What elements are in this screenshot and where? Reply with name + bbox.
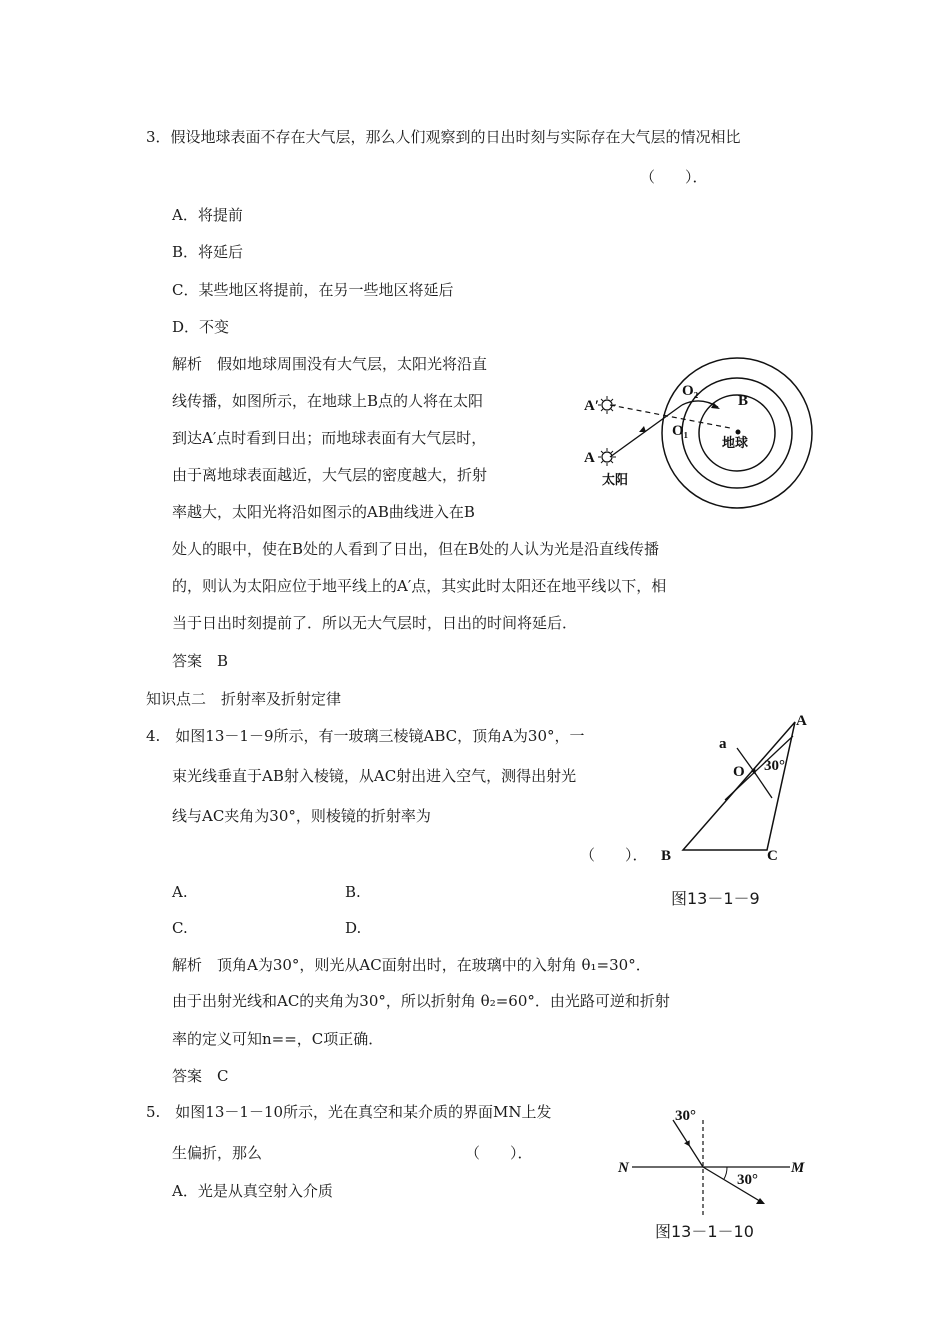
q4-stem-line: 束光线垂直于AB射入棱镜，从AC射出进入空气，测得出射光 [172, 767, 577, 785]
label-sun: 太阳 [602, 473, 629, 488]
q3-analysis-line: 到达A′点时看到日出；而地球表面有大气层时， [172, 429, 487, 447]
apparent-ray-dashed [610, 405, 730, 428]
q3-analysis-line: 的，则认为太阳应位于地平线上的A′点，其实此时太阳还在地平线以下，相 [172, 577, 667, 595]
ray-arrow-head [684, 1139, 691, 1146]
q3-analysis-line: 线传播，如图所示，在地球上B点的人将在太阳 [172, 392, 484, 410]
label-a-prime: A′ [584, 398, 600, 414]
q3-analysis-line: 当于日出时刻提前了．所以无大气层时，日出的时间将延后． [172, 614, 578, 632]
label-b-vertex: B [661, 848, 672, 864]
sun-icon [598, 448, 616, 466]
q3-option-c: C．某些地区将提前，在另一些地区将延后 [172, 281, 454, 299]
figure-caption: 图13－1－9 [671, 889, 760, 908]
q4-analysis-line: 由于出射光线和AC的夹角为30°，所以折射角 θ₂=60°．由光路可逆和折射 [172, 992, 670, 1010]
q3-analysis-line: 处人的眼中，使在B处的人看到了日出，但在B处的人认为光是沿直线传播 [172, 540, 660, 558]
q4-analysis-line: 解析 顶角A为30°，则光从AC面射出时，在玻璃中的入射角 θ₁=30°． [172, 956, 651, 974]
prism-figure [655, 710, 825, 870]
q4-answer-paren: （ ）． [580, 846, 648, 864]
q4-analysis-line: 率的定义可知n==，C项正确． [172, 1030, 384, 1048]
angle-arc [724, 1167, 727, 1179]
atmosphere-refraction-figure [580, 350, 820, 525]
label-m: M [791, 1160, 805, 1176]
q4-option-b: B. [345, 883, 361, 901]
label-n: N [618, 1160, 629, 1176]
q3-analysis-line: 解析 假如地球周围没有大气层，太阳光将沿直 [172, 355, 488, 373]
figure-caption: 图13－1－10 [655, 1222, 754, 1241]
q3-option-a: A．将提前 [172, 206, 243, 224]
label-o1: O₁ [672, 423, 689, 439]
q4-stem-line: 线与AC夹角为30°，则棱镜的折射率为 [172, 807, 431, 825]
q4-option-d: D. [345, 919, 362, 937]
q4-stem-line: 4. 如图13－1－9所示，有一玻璃三棱镜ABC，顶角A为30°，一 [146, 727, 585, 745]
q3-stem: 3．假设地球表面不存在大气层，那么人们观察到的日出时刻与实际存在大气层的情况相比 [146, 128, 741, 146]
label-angle-30: 30° [764, 758, 785, 774]
label-b: B [738, 393, 749, 409]
label-a-vertex: A [796, 713, 807, 729]
q4-answer: 答案 C [172, 1067, 229, 1085]
sun-image-icon [598, 396, 616, 414]
label-c-vertex: C [767, 848, 778, 864]
ray-arrow-head [639, 426, 646, 432]
q5-option-a: A．光是从真空射入介质 [172, 1182, 333, 1200]
label-earth: 地球 [722, 436, 749, 451]
q4-option-a: A. [172, 883, 188, 901]
label-o2: O₂ [682, 383, 699, 399]
q3-answer-paren: （ ）． [640, 168, 708, 186]
q3-option-b: B．将延后 [172, 243, 244, 261]
interface-refraction-figure [615, 1100, 815, 1220]
label-ray-a: a [719, 736, 727, 752]
label-angle-top: 30° [675, 1108, 696, 1124]
label-angle-bottom: 30° [737, 1172, 758, 1188]
section-title: 知识点二 折射率及折射定律 [146, 690, 342, 708]
q5-stem-line: 生偏折，那么 [172, 1144, 263, 1162]
q4-option-c: C. [172, 919, 188, 937]
q3-analysis-line: 率越大，太阳光将沿如图示的AB曲线进入在B [172, 503, 475, 521]
label-o-point: O [733, 764, 745, 780]
q3-answer: 答案 B [172, 652, 229, 670]
ray-in-glass [755, 773, 772, 798]
q5-answer-paren: （ ）． [465, 1144, 533, 1162]
q3-option-d: D．不变 [172, 318, 230, 336]
q3-analysis-line: 由于离地球表面越近，大气层的密度越大，折射 [172, 466, 488, 484]
earth-center-dot [736, 430, 741, 435]
label-a: A [584, 450, 595, 466]
q5-stem-line: 5. 如图13－1－10所示，光在真空和某介质的界面MN上发 [146, 1103, 552, 1121]
